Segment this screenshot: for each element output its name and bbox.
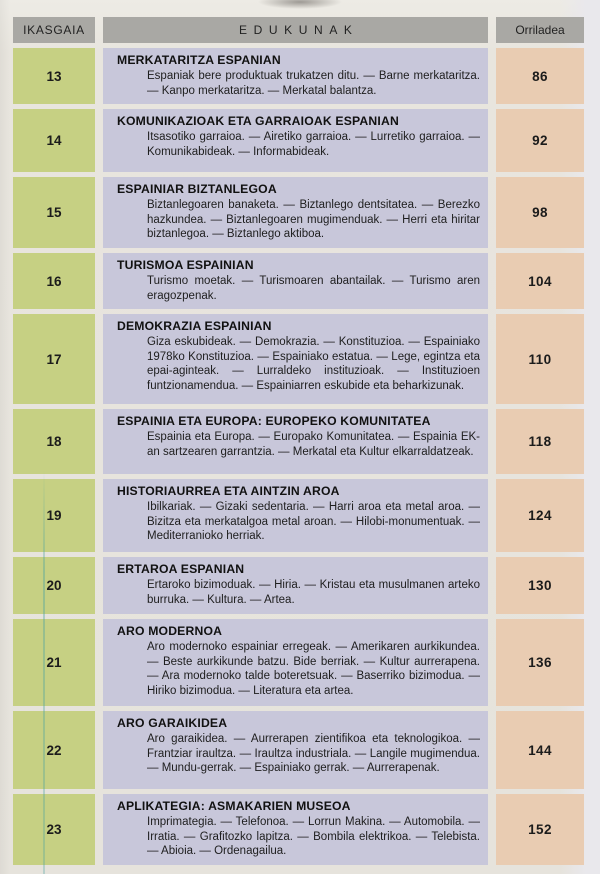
table-row xyxy=(13,711,584,789)
row-content xyxy=(103,253,488,309)
row-content xyxy=(103,711,488,789)
chapter-title: ERTAROA ESPANIAN xyxy=(117,562,245,577)
table-row xyxy=(13,48,584,104)
chapter-title: DEMOKRAZIA ESPAINIAN xyxy=(117,319,272,334)
page-number: 98 xyxy=(496,177,584,248)
lesson-number: 17 xyxy=(13,314,95,404)
lesson-number: 15 xyxy=(13,177,95,248)
lesson-number: 23 xyxy=(13,794,95,865)
chapter-title: APLIKATEGIA: ASMAKARIEN MUSEOA xyxy=(117,799,351,814)
chapter-description: Turismo moetak. — Turismoaren abantailak. — Turismo aren eragozpenak. xyxy=(147,274,480,302)
row-content xyxy=(103,48,488,104)
table-row xyxy=(13,109,584,172)
page-number: 110 xyxy=(496,314,584,404)
table-row xyxy=(13,253,584,309)
lesson-number: 22 xyxy=(13,711,95,789)
chapter-title: KOMUNIKAZIOAK ETA GARRAIOAK ESPANIAN xyxy=(117,114,399,129)
page-number: 152 xyxy=(496,794,584,865)
lesson-number: 14 xyxy=(13,109,95,172)
chapter-title: HISTORIAURREA ETA AINTZIN AROA xyxy=(117,484,340,499)
chapter-title: ARO MODERNOA xyxy=(117,624,223,639)
row-content xyxy=(103,479,488,552)
row-content xyxy=(103,314,488,404)
chapter-title: MERKATARITZA ESPANIAN xyxy=(117,53,281,67)
row-content xyxy=(103,619,488,706)
chapter-description: Giza eskubideak. — Demokrazia. — Konstituzioa. — Espainiako 1978ko Konstituzioa. — Espainiako estatua. — Lege, egintza eta epai-aginteak. — Lurraldeko instituzioak. — Instituzioen funtzionamendua. — Espainiarren eskubide eta beharkizunak. xyxy=(147,336,480,392)
row-content xyxy=(103,794,488,865)
chapter-description: Ertaroko bizimoduak. — Hiria. — Kristau eta musulmanen arteko burruka. — Kultura. — Artea. xyxy=(147,579,480,606)
table-row xyxy=(13,409,584,474)
lesson-number: 16 xyxy=(13,253,95,309)
table-row xyxy=(13,619,584,706)
chapter-description: Imprimategia. — Telefonoa. — Lorrun Makina. — Automobila. — Irratia. — Grafitozko lapitza. — Bombila elektrikoa. — Telebista. — Abioia. — Ordenagailua. xyxy=(147,816,480,858)
page-number: 86 xyxy=(496,48,584,104)
lesson-number: 13 xyxy=(13,48,95,104)
page-number: 92 xyxy=(496,109,584,172)
page-number: 118 xyxy=(496,409,584,474)
row-content xyxy=(103,557,488,614)
toc-table xyxy=(13,17,584,870)
table-row xyxy=(13,177,584,248)
chapter-title: ARO GARAIKIDEA xyxy=(117,716,228,731)
chapter-description: Espainia eta Europa. — Europako Komunitatea. — Espainia EK-an sartzearen garrantzia. — Merkatal eta Kultur elkarraldatzeak. xyxy=(147,431,480,458)
header-lesson-column: IKASGAIA xyxy=(13,17,95,43)
lesson-number: 21 xyxy=(13,619,95,706)
page-number: 144 xyxy=(496,711,584,789)
header-contents-column: EDUKUNAK xyxy=(103,17,488,43)
lesson-number: 18 xyxy=(13,409,95,474)
chapter-description: Itsasotiko garraioa. — Airetiko garraioa. — Lurretiko garraioa. — Komunikabideak. — Informabideak. xyxy=(147,131,480,158)
chapter-description: Espaniak bere produktuak trukatzen ditu. — Barne merkataritza. — Kanpo merkataritza. — Merkatal balantza. xyxy=(147,70,480,97)
row-content xyxy=(103,177,488,248)
chapter-description: Biztanlegoaren banaketa. — Biztanlego dentsitatea. — Berezko hazkundea. — Biztanlegoaren mugimenduak. — Herri eta hiritar biztanlegoa. — Biztanlego aktiboa. xyxy=(147,199,480,241)
chapter-title: ESPAINIA ETA EUROPA: EUROPEKO KOMUNITATEA xyxy=(117,414,431,429)
chapter-description: Aro garaikidea. — Aurrerapen zientifikoa eta teknologikoa. — Frantziar iraultza. — Iraultza industriala. — Langile mugimendua. — Mundu-gerrak. — Espainiako gerrak. — Aurrerapenak. xyxy=(147,733,480,775)
row-content xyxy=(103,109,488,172)
lesson-number: 19 xyxy=(13,479,95,552)
page-number: 136 xyxy=(496,619,584,706)
page-number: 104 xyxy=(496,253,584,309)
row-content xyxy=(103,409,488,474)
lesson-number: 20 xyxy=(13,557,95,614)
header-page-column: Orriladea xyxy=(496,17,584,43)
chapter-description: Ibilkariak. — Gizaki sedentaria. — Harri aroa eta metal aroa. — Bizitza eta merkatalgoa metal aroan. — Hilobi-monumentuak. — Mediterranioko herriak. xyxy=(147,501,480,543)
chapter-title: ESPAINIAR BIZTANLEGOA xyxy=(117,182,277,197)
table-row xyxy=(13,557,584,614)
page-number: 124 xyxy=(496,479,584,552)
table-row xyxy=(13,314,584,404)
table-row xyxy=(13,479,584,552)
chapter-title: TURISMOA ESPAINIAN xyxy=(117,257,254,272)
table-header-row xyxy=(13,17,584,43)
table-row xyxy=(13,794,584,865)
page-number: 130 xyxy=(496,557,584,614)
chapter-description: Aro modernoko espainiar erregeak. — Amerikaren aurkikundea. — Beste aurkikunde batzu. Bide berriak. — Kultur aurrerapena. — Ara modernoko talde boteretsuak. — Baserriko bizimodua. — Hiriko bizimodua. — Literatura eta artea. xyxy=(147,641,480,697)
